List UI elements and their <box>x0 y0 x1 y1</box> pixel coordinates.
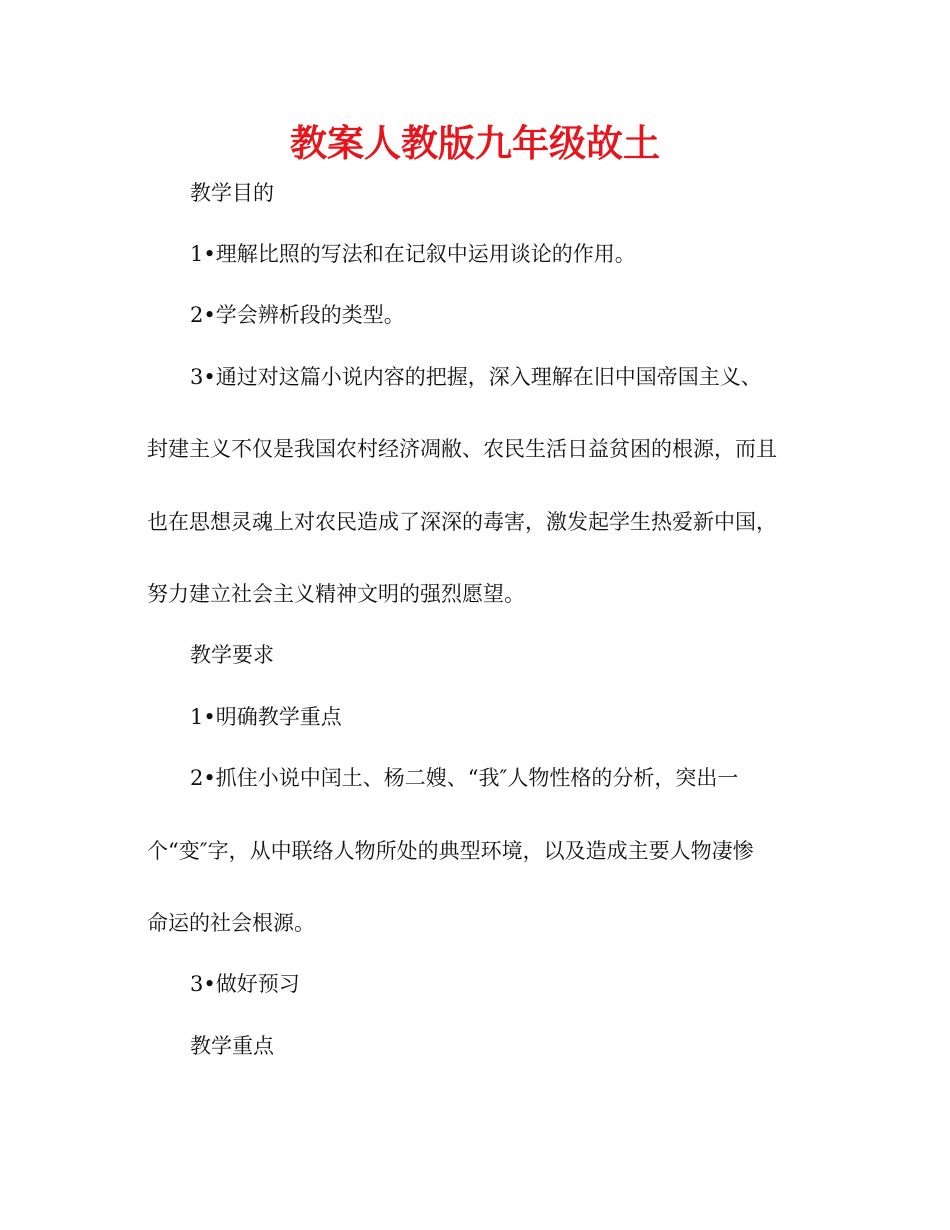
paragraph-line: 3•通过对这篇小说内容的把握，深入理解在旧中国帝国主义、 <box>190 365 762 389</box>
paragraph-line: 1•理解比照的写法和在记叙中运用谈论的作用。 <box>190 242 636 266</box>
paragraph-line: 3•做好预习 <box>190 972 300 996</box>
paragraph-line: 2•抓住小说中闰土、杨二嫂、“我″人物性格的分析，突出一 <box>190 766 739 790</box>
section-heading-key-points: 教学重点 <box>190 1034 274 1058</box>
document-title: 教案人教版九年级故土 <box>290 122 660 165</box>
paragraph-line: 封建主义不仅是我国农村经济凋敝、农民生活日益贫困的根源，而且 <box>147 437 777 461</box>
paragraph-line: 1•明确教学重点 <box>190 705 342 729</box>
paragraph-line: 2•学会辨析段的类型。 <box>190 303 405 327</box>
section-heading-objectives: 教学目的 <box>190 181 274 205</box>
section-heading-requirements: 教学要求 <box>190 643 274 667</box>
paragraph-line: 也在思想灵魂上对农民造成了深深的毒害，激发起学生热爱新中国， <box>147 510 777 534</box>
paragraph-line: 命运的社会根源。 <box>147 911 315 935</box>
paragraph-line: 努力建立社会主义精神文明的强烈愿望。 <box>147 582 525 606</box>
paragraph-line: 个“变″字，从中联络人物所处的典型环境，以及造成主要人物凄惨 <box>147 839 754 863</box>
